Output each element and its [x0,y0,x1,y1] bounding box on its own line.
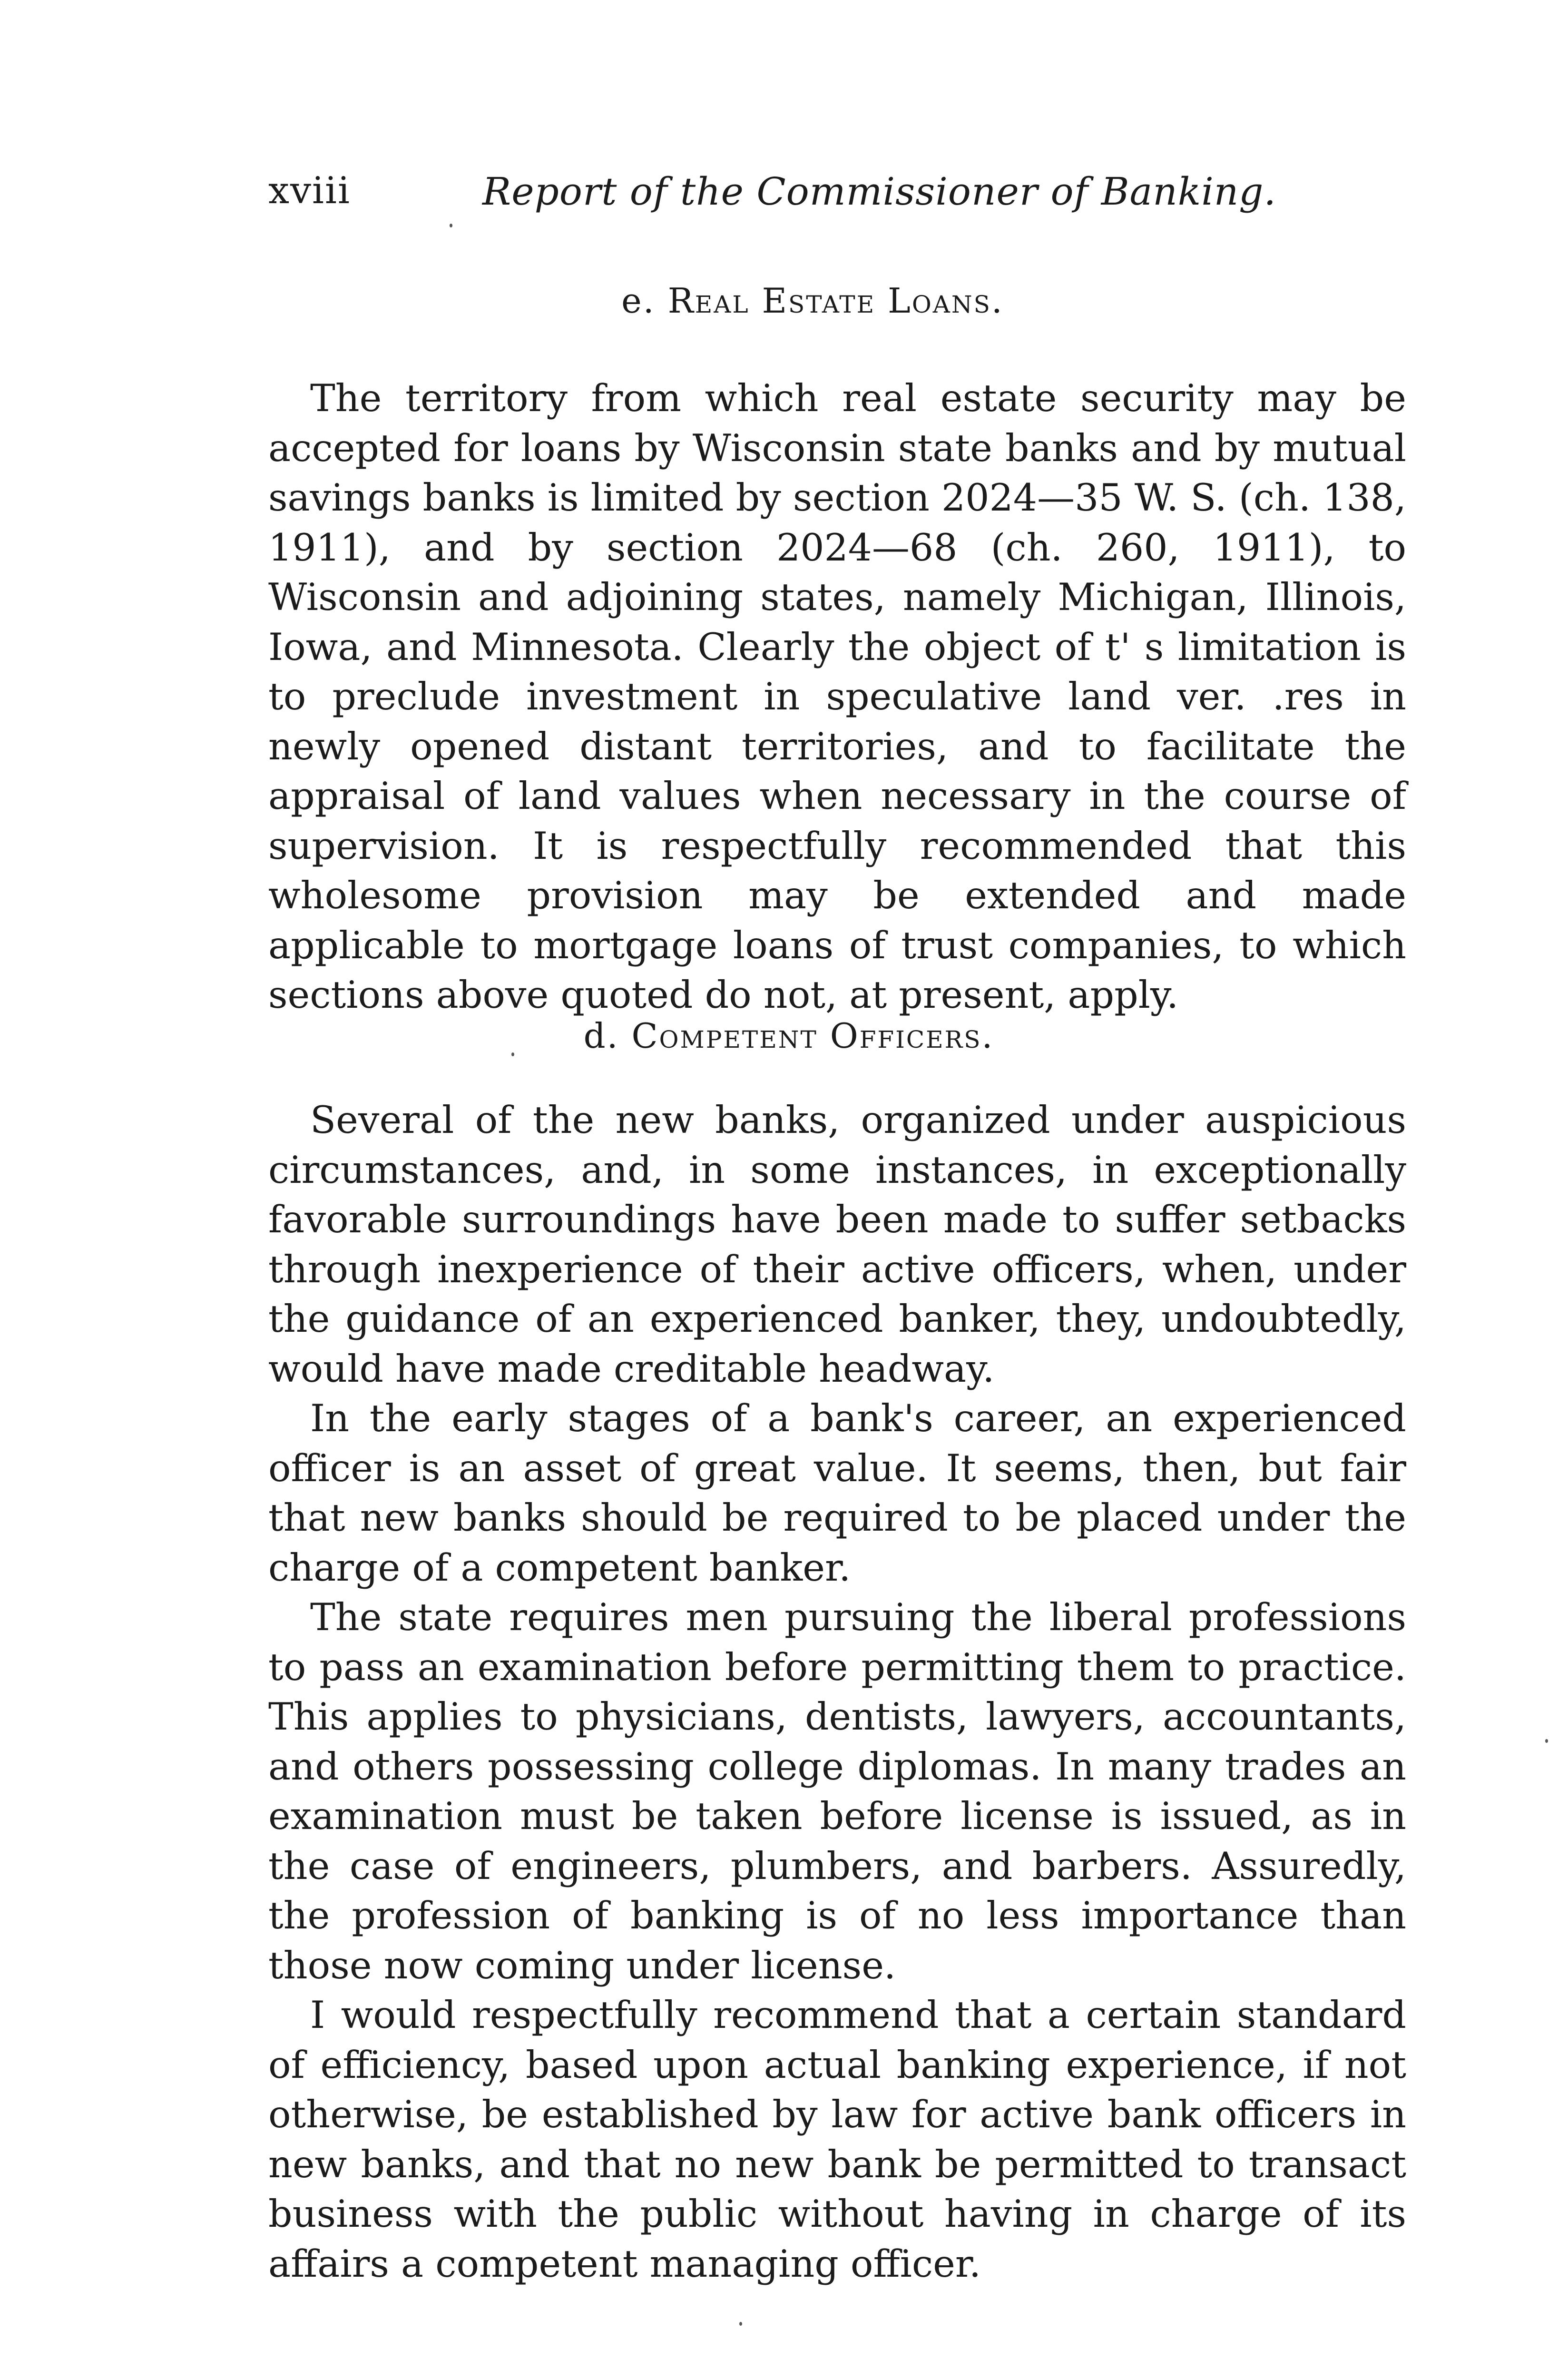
section-body-real-estate-loans [268,374,1406,1020]
page-number: xviii [268,169,351,212]
section-heading-competent-officers [5,1016,1568,1056]
paragraph: The state requires men pursuing the liberal professions to pass an examination before permitting them to practice. This applies to physicians, dentists, lawyers, accountants, and others possessing college diplomas. In many trades an examination must be taken before license is issued, as in the case of engineers, plumbers, and barbers. Assuredly, the profession of banking is of no less importance than those now coming under license. [268,1595,1406,1987]
section-title: Real Estate Loans. [667,281,1004,321]
running-title: Report of the Commissioner of Banking. [482,169,1276,214]
paragraph: I would respectfully recommend that a certain standard of efficiency, based upon actual banking experience, if not otherwise, be established by law for active bank officers in new banks, and that no new bank be permitted to transact business with the public without having in charge of its affairs a competent managing officer. [268,1993,1406,2286]
section-title: Competent Officers. [631,1016,994,1056]
print-speck [1545,1739,1548,1743]
print-speck [450,224,452,227]
section-letter: e. [621,281,656,321]
section-body-competent-officers [268,1095,1406,2289]
paragraph: Several of the new banks, organized under auspicious circumstances, and, in some instances, in exceptionally favorable surroundings have been made to suffer setbacks through inexperience of their active officers, when, under the guidance of an experienced banker, they, undoubtedly, would have made creditable headway. [268,1098,1406,1391]
paragraph: The territory from which real estate security may be accepted for loans by Wisconsin state banks and by mutual savings banks is limited by section 2024—35 W. S. (ch. 138, 1911), and by section 2024—68 (ch. 260, 1911), to Wisconsin and adjoining states, namely Michigan, Illinois, Iowa, and Minnesota. Clearly the object of t' s limitation is to preclude investment in speculative land ver. .res in newly opened distant territories, and to facilitate the appraisal of land values when necessary in the course of supervision. It is respectfully recommended that this wholesome provision may be extended and made applicable to mortgage loans of trust companies, to which sections above quoted do not, at present, apply. [268,376,1406,1017]
section-heading-real-estate-loans [29,281,1568,321]
section-letter: d. [583,1016,619,1056]
print-speck [739,2322,742,2326]
paragraph: In the early stages of a bank's career, an experienced officer is an asset of great value. It seems, then, but fair that new banks should be required to be placed under the charge of a competent banker. [268,1396,1406,1590]
running-header [268,169,1410,236]
print-speck [511,1052,514,1056]
